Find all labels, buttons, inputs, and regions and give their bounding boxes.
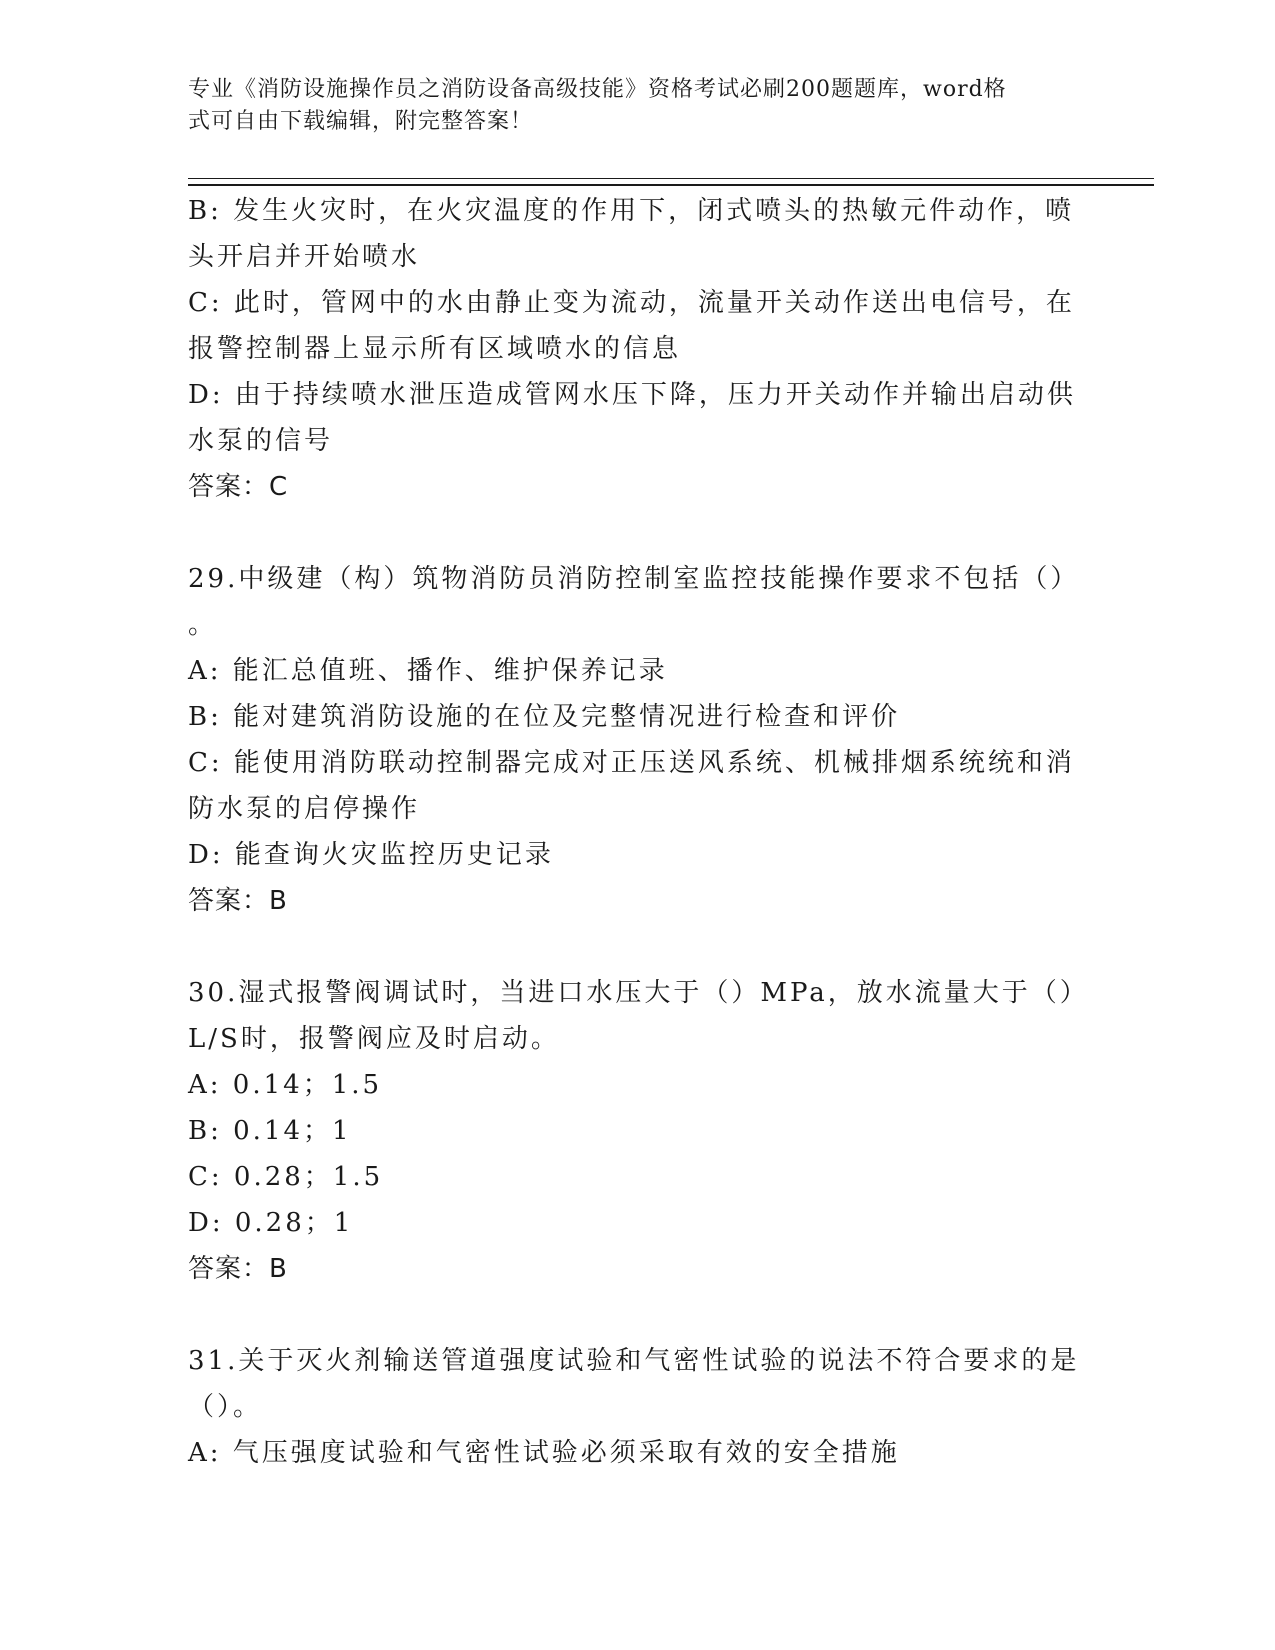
- question-stem-line-2: （）。: [188, 1392, 263, 1422]
- question-block-29: [188, 556, 1088, 924]
- option-c-line-1: C: 能使用消防联动控制器完成对正压送风系统、机械排烟系统统和消: [188, 748, 1075, 778]
- question-block-28: [188, 188, 1088, 510]
- option-a: A: 气压强度试验和气密性试验必须采取有效的安全措施: [188, 1438, 900, 1468]
- question-block-30: [188, 970, 1088, 1292]
- question-stem-line-2: L/S时，报警阀应及时启动。: [188, 1024, 560, 1054]
- block-spacer: [188, 510, 1088, 556]
- option-b-line-1: B: 发生火灾时，在火灾温度的作用下，闭式喷头的热敏元件动作，喷: [188, 196, 1075, 226]
- header-line-1: 专业《消防设施操作员之消防设备高级技能》资格考试必刷200题题库，word格: [188, 77, 1007, 102]
- option-d: D: 能查询火灾监控历史记录: [188, 840, 554, 870]
- header-divider: [188, 178, 1154, 186]
- option-d-line-2: 水泵的信号: [188, 426, 334, 456]
- option-b: B: 0.14；1: [188, 1116, 352, 1146]
- document-header: [188, 74, 1068, 138]
- option-d-line-1: D: 由于持续喷水泄压造成管网水压下降，压力开关动作并输出启动供: [188, 380, 1076, 410]
- option-d: D: 0.28；1: [188, 1208, 354, 1238]
- header-line-2: 式可自由下载编辑，附完整答案！: [188, 109, 534, 134]
- answer-line: 答案：B: [188, 1254, 288, 1284]
- option-c: C: 0.28；1.5: [188, 1162, 384, 1192]
- option-c-line-1: C: 此时，管网中的水由静止变为流动，流量开关动作送出电信号，在: [188, 288, 1075, 318]
- question-stem-line-1: 29.中级建（构）筑物消防员消防控制室监控技能操作要求不包括（）: [188, 564, 1080, 594]
- answer-line: 答案：C: [188, 472, 289, 502]
- question-stem-line-1: 31.关于灭火剂输送管道强度试验和气密性试验的说法不符合要求的是: [188, 1346, 1080, 1376]
- option-b: B: 能对建筑消防设施的在位及完整情况进行检查和评价: [188, 702, 901, 732]
- option-c-line-2: 报警控制器上显示所有区域喷水的信息: [188, 334, 682, 364]
- option-c-line-2: 防水泵的启停操作: [188, 794, 421, 824]
- question-stem-line-1: 30.湿式报警阀调试时，当进口水压大于（）MPa，放水流量大于（）: [188, 978, 1089, 1008]
- block-spacer: [188, 924, 1088, 970]
- question-content: [188, 188, 1088, 1476]
- option-b-line-2: 头开启并开始喷水: [188, 242, 421, 272]
- block-spacer: [188, 1292, 1088, 1338]
- option-a: A: 0.14；1.5: [188, 1070, 383, 1100]
- question-block-31: [188, 1338, 1088, 1476]
- answer-line: 答案：B: [188, 886, 288, 916]
- option-a: A: 能汇总值班、播作、维护保养记录: [188, 656, 668, 686]
- question-stem-line-2: 。: [188, 610, 218, 640]
